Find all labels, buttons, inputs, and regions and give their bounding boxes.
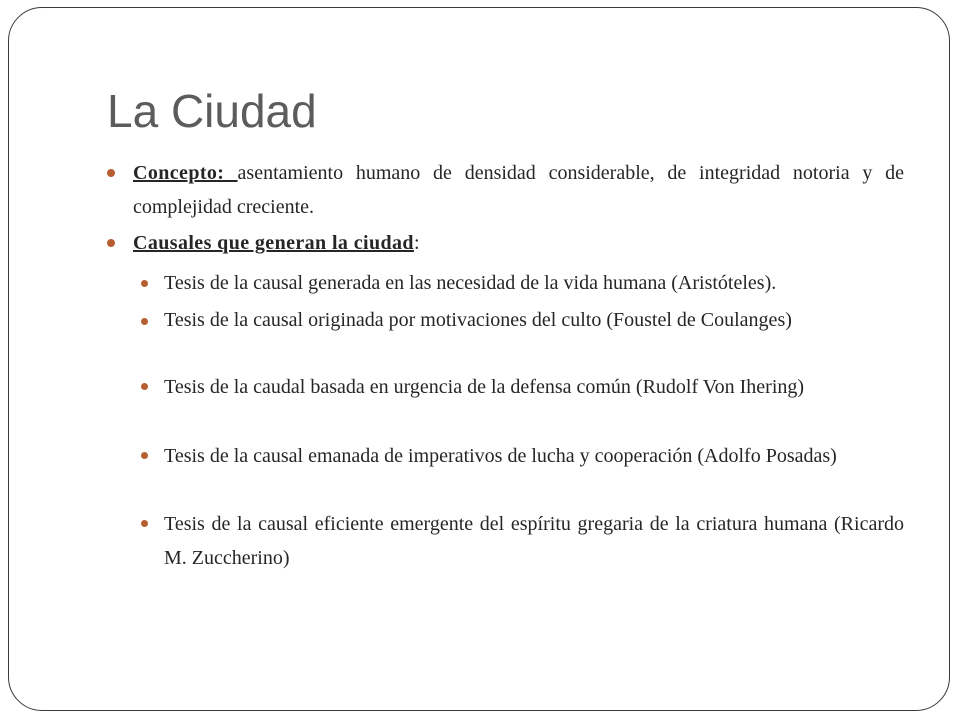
bullet-term: Causales que generan la ciudad <box>133 232 414 254</box>
sub-bullet-item: Tesis de la causal originada por motivaciones del culto (Foustel de Coulanges) <box>164 309 792 331</box>
sub-bullet-dot-icon <box>141 318 148 325</box>
sub-bullet-item: Tesis de la causal generada en las necesidad de la vida humana (Aristóteles). <box>164 272 777 294</box>
sub-bullet-dot-icon <box>141 452 148 459</box>
slide-title: La Ciudad <box>107 85 317 137</box>
bullet-text: asentamiento humano de densidad considerable, de integridad notoria y de complejidad creciente. <box>133 162 904 218</box>
bullet-text: : <box>413 232 420 254</box>
bullet-dot-icon <box>107 239 115 247</box>
sub-bullet-dot-icon <box>141 520 148 527</box>
bullet-dot-icon <box>107 169 115 177</box>
bullet-term: Concepto: <box>133 162 238 184</box>
bullet-causales <box>133 226 904 260</box>
sub-bullet-item: Tesis de la causal emanada de imperativos de lucha y cooperación (Adolfo Posadas) <box>164 445 837 467</box>
sub-bullet-item: Tesis de la caudal basada en urgencia de la defensa común (Rudolf Von Ihering) <box>164 376 805 398</box>
bullet-concepto <box>133 156 904 224</box>
sub-bullet-item: Tesis de la causal eficiente emergente del espíritu gregaria de la criatura humana (Ricardo M. Zuccherino) <box>164 513 904 569</box>
sub-bullet-dot-icon <box>141 383 148 390</box>
sub-bullet-dot-icon <box>141 280 148 287</box>
